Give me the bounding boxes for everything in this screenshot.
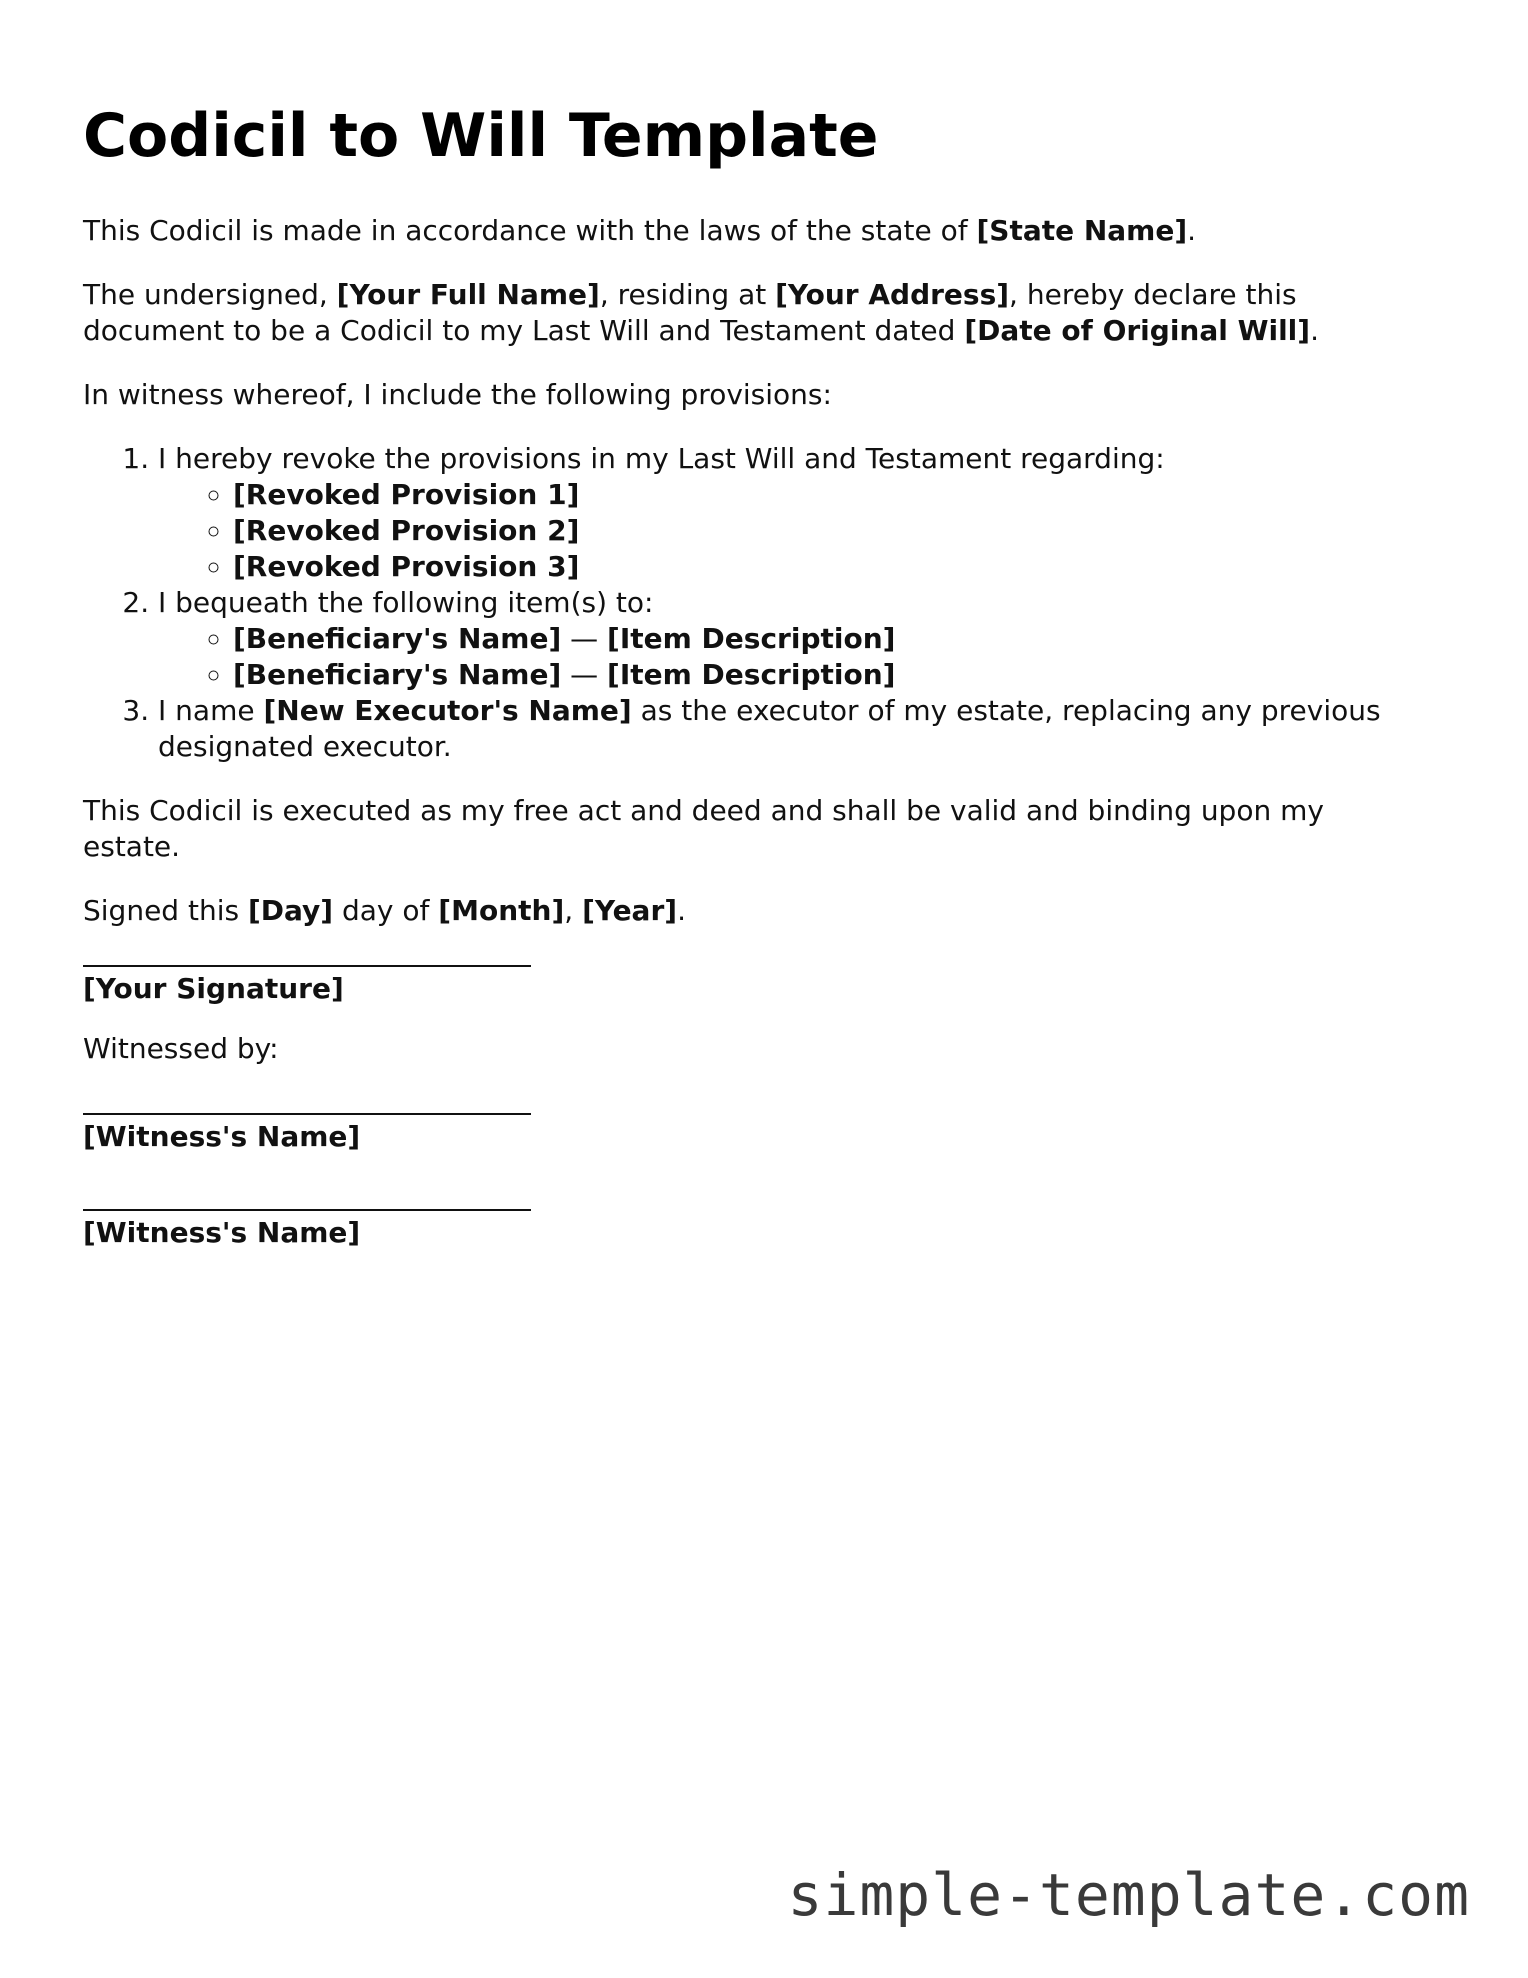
witness-intro-paragraph: In witness whereof, I include the following provisions: bbox=[83, 378, 832, 411]
state-text-before: This Codicil is made in accordance with the laws of the state of bbox=[83, 214, 977, 247]
bequest-list bbox=[158, 621, 1423, 693]
document-page bbox=[83, 100, 1423, 1251]
revoked-provisions-list bbox=[158, 477, 1423, 585]
declaration-text-3: , hereby declare this document to be a Codicil to my Last Will and Testament dated bbox=[83, 278, 1297, 347]
provision-revoke-text: I hereby revoke the provisions in my Last Will and Testament regarding: bbox=[158, 442, 1165, 475]
executed-paragraph: This Codicil is executed as my free act and deed and shall be valid and binding upon my estate. bbox=[83, 794, 1324, 863]
revoked-provision-1: [Revoked Provision 1] bbox=[233, 478, 580, 511]
em-dash: — bbox=[561, 658, 608, 691]
provision-executor bbox=[158, 693, 1423, 765]
year-placeholder: [Year] bbox=[582, 894, 678, 927]
revoked-provision-item bbox=[233, 549, 1423, 585]
revoked-provision-2: [Revoked Provision 2] bbox=[233, 514, 580, 547]
revoked-provision-item bbox=[233, 513, 1423, 549]
declaration-text-2: , residing at bbox=[599, 278, 776, 311]
full-name-placeholder: [Your Full Name] bbox=[336, 278, 600, 311]
provision-revoke bbox=[158, 441, 1423, 585]
signature-label: [Your Signature] bbox=[83, 972, 344, 1005]
witness-signature-line bbox=[83, 1113, 531, 1115]
signed-text-3: , bbox=[564, 894, 583, 927]
executor-text-1: I name bbox=[158, 694, 264, 727]
state-paragraph bbox=[83, 213, 1423, 249]
witness-name-label: [Witness's Name] bbox=[83, 1120, 361, 1153]
declaration-text-4: . bbox=[1310, 314, 1319, 347]
item-description-placeholder: [Item Description] bbox=[607, 658, 896, 691]
signature-line bbox=[83, 965, 531, 967]
signature-block bbox=[83, 965, 1423, 1007]
provision-bequeath-text: I bequeath the following item(s) to: bbox=[158, 586, 654, 619]
provisions-list bbox=[83, 441, 1423, 765]
revoked-provision-3: [Revoked Provision 3] bbox=[233, 550, 580, 583]
signed-text-1: Signed this bbox=[83, 894, 248, 927]
provision-bequeath bbox=[158, 585, 1423, 693]
address-placeholder: [Your Address] bbox=[775, 278, 1010, 311]
bequest-item bbox=[233, 657, 1423, 693]
witness-block-2 bbox=[83, 1209, 1423, 1251]
revoked-provision-item bbox=[233, 477, 1423, 513]
signed-paragraph bbox=[83, 893, 1423, 929]
watermark-text: simple-template.com bbox=[787, 1861, 1470, 1929]
declaration-paragraph bbox=[83, 277, 1423, 349]
witness-block-1 bbox=[83, 1113, 1423, 1155]
original-will-date-placeholder: [Date of Original Will] bbox=[964, 314, 1311, 347]
signed-text-2: day of bbox=[333, 894, 439, 927]
state-name-placeholder: [State Name] bbox=[976, 214, 1188, 247]
declaration-text-1: The undersigned, bbox=[83, 278, 337, 311]
bequest-item bbox=[233, 621, 1423, 657]
witness-name-label: [Witness's Name] bbox=[83, 1216, 361, 1249]
executor-text-2: as the executor of my estate, replacing any previous designated executor. bbox=[158, 694, 1381, 763]
beneficiary-name-placeholder: [Beneficiary's Name] bbox=[233, 658, 562, 691]
witnessed-by-label: Witnessed by: bbox=[83, 1032, 279, 1065]
beneficiary-name-placeholder: [Beneficiary's Name] bbox=[233, 622, 562, 655]
day-placeholder: [Day] bbox=[247, 894, 334, 927]
new-executor-name-placeholder: [New Executor's Name] bbox=[263, 694, 632, 727]
month-placeholder: [Month] bbox=[438, 894, 565, 927]
document-title: Codicil to Will Template bbox=[83, 101, 879, 171]
witness-signature-line bbox=[83, 1209, 531, 1211]
state-text-after: . bbox=[1187, 214, 1197, 247]
em-dash: — bbox=[561, 622, 608, 655]
signed-text-4: . bbox=[677, 894, 686, 927]
item-description-placeholder: [Item Description] bbox=[607, 622, 896, 655]
